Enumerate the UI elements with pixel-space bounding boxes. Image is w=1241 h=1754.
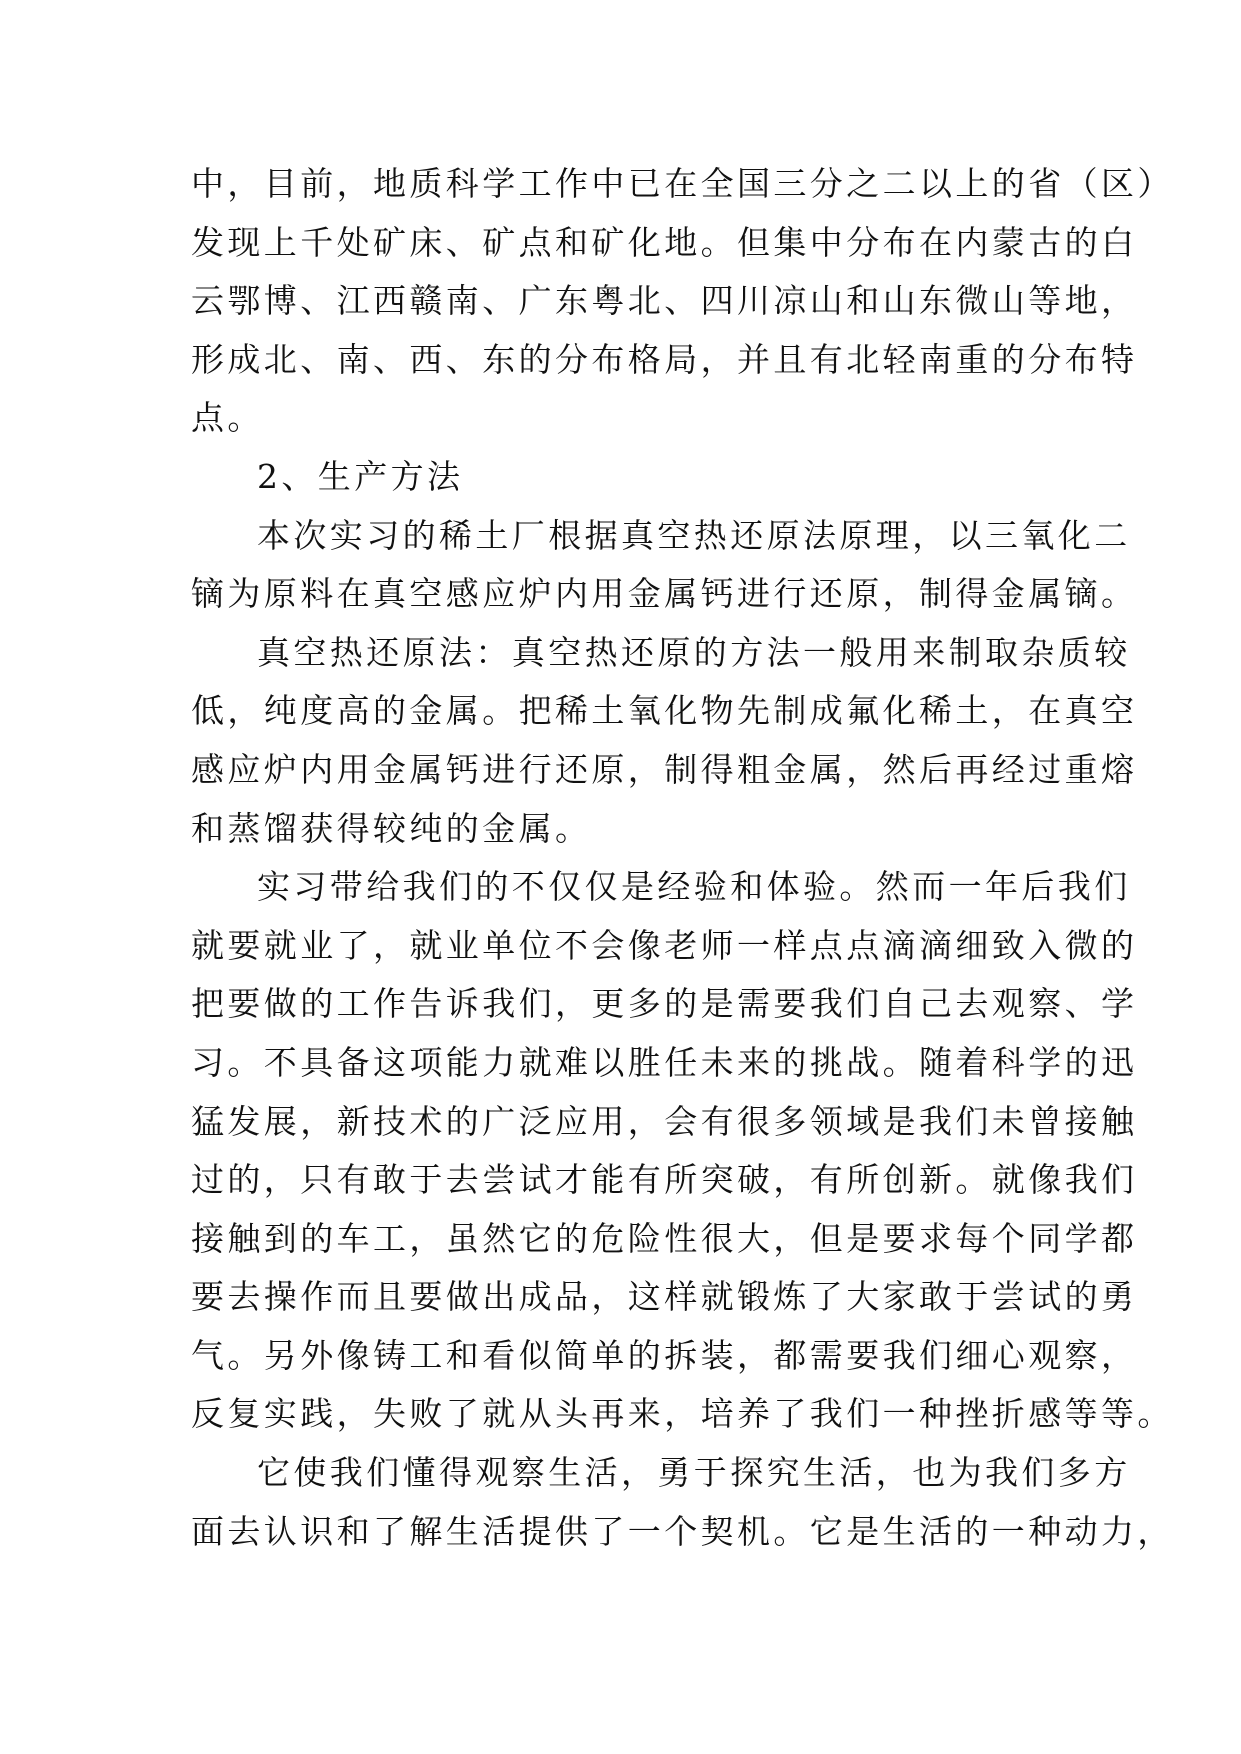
text-line: 气。另外像铸工和看似简单的拆装，都需要我们细心观察， [191, 1335, 1138, 1375]
text-line: 习。不具备这项能力就难以胜任未来的挑战。随着科学的迅 [191, 1042, 1138, 1082]
text-line: 把要做的工作告诉我们，更多的是需要我们自己去观察、学 [191, 984, 1138, 1024]
paragraph-start: 真空热还原法：真空热还原的方法一般用来制取杂质较 [257, 632, 1131, 672]
body-text [191, 155, 1174, 1561]
text-line: 发现上千处矿床、矿点和矿化地。但集中分布在内蒙古的白 [191, 222, 1138, 262]
text-line: 形成北、南、西、东的分布格局，并且有北轻南重的分布特 [191, 339, 1138, 379]
text-line: 要去操作而且要做出成品，这样就锻炼了大家敢于尝试的勇 [191, 1277, 1138, 1317]
text-line: 面去认识和了解生活提供了一个契机。它是生活的一种动力， [191, 1511, 1174, 1551]
text-line: 云鄂博、江西赣南、广东粤北、四川凉山和山东微山等地， [191, 281, 1138, 321]
text-line: 感应炉内用金属钙进行还原，制得粗金属，然后再经过重熔 [191, 749, 1138, 789]
text-line: 反复实践，失败了就从头再来，培养了我们一种挫折感等等。 [191, 1394, 1174, 1434]
text-line: 点。 [191, 398, 264, 438]
text-line: 低，纯度高的金属。把稀土氧化物先制成氟化稀土，在真空 [191, 691, 1138, 731]
text-line: 和蒸馏获得较纯的金属。 [191, 808, 592, 848]
text-line: 镝为原料在真空感应炉内用金属钙进行还原，制得金属镝。 [191, 574, 1138, 614]
text-line: 猛发展，新技术的广泛应用，会有很多领域是我们未曾接触 [191, 1101, 1138, 1141]
paragraph-start: 它使我们懂得观察生活，勇于探究生活，也为我们多方 [257, 1453, 1131, 1493]
text-line: 中，目前，地质科学工作中已在全国三分之二以上的省（区） [191, 164, 1174, 203]
text-line: 接触到的车工，虽然它的危险性很大，但是要求每个同学都 [191, 1218, 1138, 1258]
paragraph-start: 实习带给我们的不仅仅是经验和体验。然而一年后我们 [257, 867, 1131, 907]
section-heading: 2、生产方法 [257, 456, 464, 496]
text-line: 过的，只有敢于去尝试才能有所突破，有所创新。就像我们 [191, 1160, 1138, 1200]
paragraph-start: 本次实习的稀土厂根据真空热还原法原理，以三氧化二 [257, 515, 1131, 555]
text-line: 就要就业了，就业单位不会像老师一样点点滴滴细致入微的 [191, 925, 1138, 965]
